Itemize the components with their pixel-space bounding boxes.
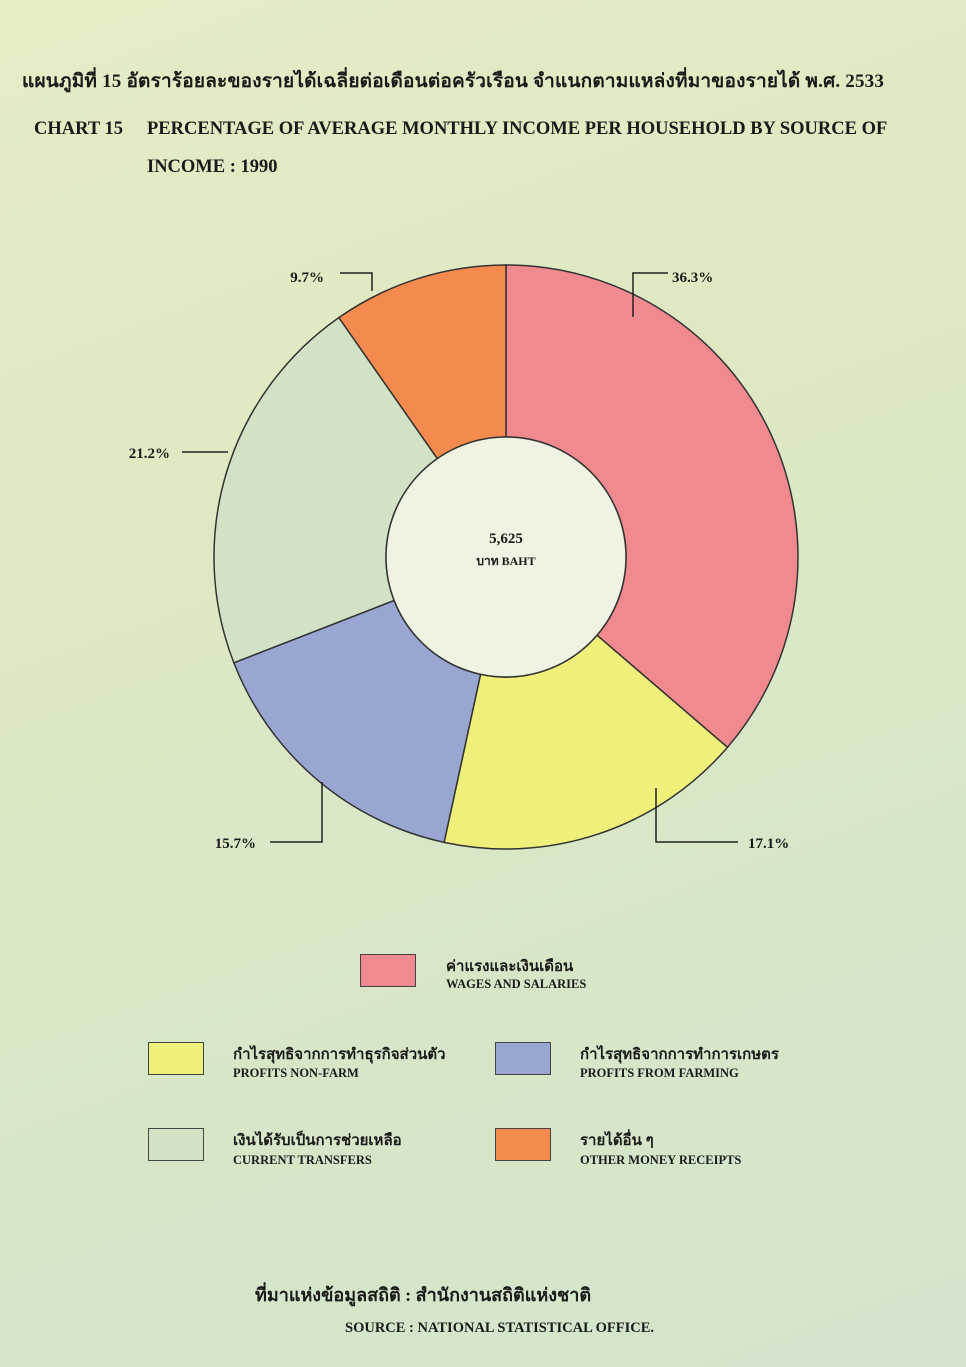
- chart-number: CHART 15: [34, 119, 123, 139]
- legend-label-th-farming: กำไรสุทธิจากการทำการเกษตร: [580, 1047, 779, 1063]
- chart-title-line1: PERCENTAGE OF AVERAGE MONTHLY INCOME PER HOUSEHOLD BY SOURCE OF: [147, 119, 888, 139]
- legend-label-en-farming: PROFITS FROM FARMING: [580, 1066, 739, 1080]
- leader-line-farming: [270, 782, 322, 842]
- data-label-transfers: 21.2%: [128, 446, 170, 462]
- legend-swatch-farming: [495, 1042, 551, 1075]
- legend-swatch-nonfarm: [148, 1042, 204, 1075]
- legend-label-en-transfers: CURRENT TRANSFERS: [233, 1153, 372, 1167]
- legend-swatch-other: [495, 1128, 551, 1161]
- legend-label-th-nonfarm: กำไรสุทธิจากการทำธุรกิจส่วนตัว: [233, 1047, 446, 1063]
- legend-swatch-wages: [360, 954, 416, 987]
- chart-title-thai: แผนภูมิที่ 15 อัตราร้อยละของรายได้เฉลี่ยต่อเดือนต่อครัวเรือน จำแนกตามแหล่งที่มาของรายได้ พ.ศ. 2533: [22, 71, 885, 92]
- source-thai: ที่มาแห่งข้อมูลสถิติ : สำนักงานสถิติแห่งชาติ: [255, 1285, 592, 1305]
- center-total-unit: บาท BAHT: [476, 554, 536, 568]
- center-total-value: 5,625: [489, 531, 523, 547]
- legend-label-en-wages: WAGES AND SALARIES: [446, 977, 587, 991]
- data-label-wages: 36.3%: [672, 270, 714, 286]
- source-english: SOURCE : NATIONAL STATISTICAL OFFICE.: [345, 1320, 654, 1336]
- data-label-other: 9.7%: [290, 270, 324, 286]
- legend-label-en-nonfarm: PROFITS NON-FARM: [233, 1066, 359, 1080]
- legend-label-en-other: OTHER MONEY RECEIPTS: [580, 1153, 742, 1167]
- data-label-nonfarm: 17.1%: [748, 836, 790, 852]
- legend-label-th-other: รายได้อื่น ๆ: [580, 1133, 654, 1149]
- chart-title-line2: INCOME : 1990: [147, 157, 278, 177]
- legend-label-th-transfers: เงินได้รับเป็นการช่วยเหลือ: [233, 1133, 402, 1149]
- leader-line-other: [340, 273, 372, 291]
- legend-label-th-wages: ค่าแรงและเงินเดือน: [446, 959, 574, 975]
- legend-swatch-transfers: [148, 1128, 204, 1161]
- data-label-farming: 15.7%: [214, 836, 256, 852]
